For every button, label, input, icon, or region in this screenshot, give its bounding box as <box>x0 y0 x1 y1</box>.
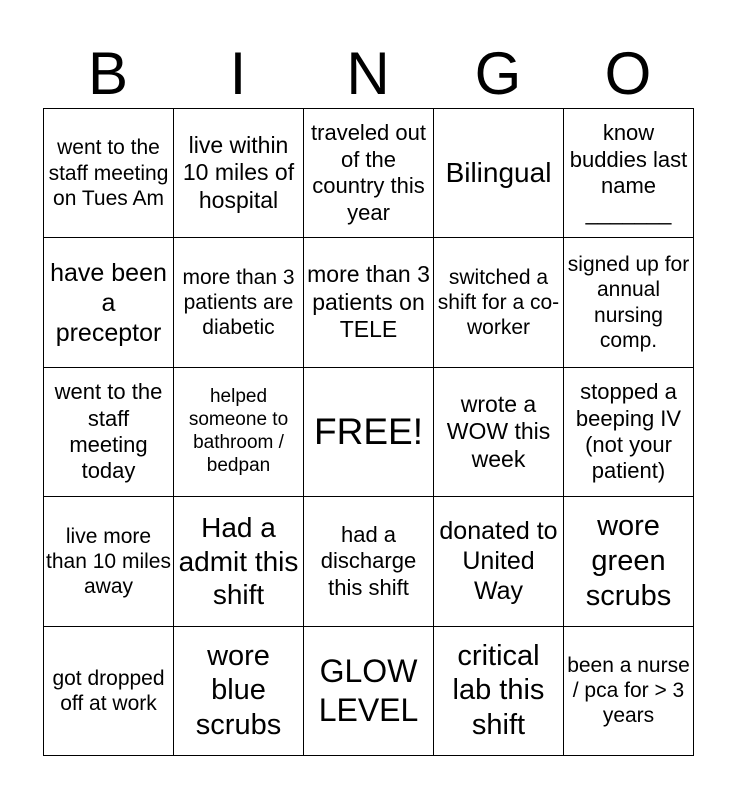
board-row <box>44 626 694 755</box>
bingo-cell[interactable]: been a nurse / pca for > 3 years <box>564 626 694 755</box>
bingo-cell[interactable]: Had a admit this shift <box>174 497 304 626</box>
bingo-cell[interactable]: wrote a WOW this week <box>434 367 564 496</box>
board-row <box>44 238 694 367</box>
bingo-cell[interactable]: went to the staff meeting today <box>44 367 174 496</box>
bingo-cell[interactable]: got dropped off at work <box>44 626 174 755</box>
bingo-cell[interactable]: wore blue scrubs <box>174 626 304 755</box>
header-letter-g: G <box>474 40 522 107</box>
bingo-cell[interactable]: went to the staff meeting on Tues Am <box>44 109 174 238</box>
bingo-cell[interactable]: donated to United Way <box>434 497 564 626</box>
board-row <box>44 367 694 496</box>
bingo-cell[interactable]: switched a shift for a co-worker <box>434 238 564 367</box>
header-letter-b: B <box>87 40 129 107</box>
bingo-cell[interactable]: know buddies last name _______ <box>564 109 694 238</box>
bingo-cell[interactable]: wore green scrubs <box>564 497 694 626</box>
free-space-cell[interactable]: FREE! <box>304 367 434 496</box>
board-row <box>44 109 694 238</box>
bingo-header <box>43 40 693 108</box>
bingo-cell[interactable]: signed up for annual nursing comp. <box>564 238 694 367</box>
bingo-cell[interactable]: stopped a beeping IV (not your patient) <box>564 367 694 496</box>
board-row <box>44 497 694 626</box>
bingo-cell[interactable]: Bilingual <box>434 109 564 238</box>
bingo-cell[interactable]: had a discharge this shift <box>304 497 434 626</box>
bingo-cell[interactable]: more than 3 patients are diabetic <box>174 238 304 367</box>
bingo-cell[interactable]: GLOW LEVEL <box>304 626 434 755</box>
bingo-cell[interactable]: more than 3 patients on TELE <box>304 238 434 367</box>
header-letter-i: I <box>229 40 247 107</box>
header-letter-n: N <box>346 40 390 107</box>
bingo-cell[interactable]: traveled out of the country this year <box>304 109 434 238</box>
bingo-cell[interactable]: have been a preceptor <box>44 238 174 367</box>
bingo-cell[interactable]: helped someone to bathroom / bedpan <box>174 367 304 496</box>
bingo-board <box>43 108 694 756</box>
header-letter-o: O <box>604 40 652 107</box>
bingo-cell[interactable]: live more than 10 miles away <box>44 497 174 626</box>
bingo-cell[interactable]: critical lab this shift <box>434 626 564 755</box>
bingo-cell[interactable]: live within 10 miles of hospital <box>174 109 304 238</box>
